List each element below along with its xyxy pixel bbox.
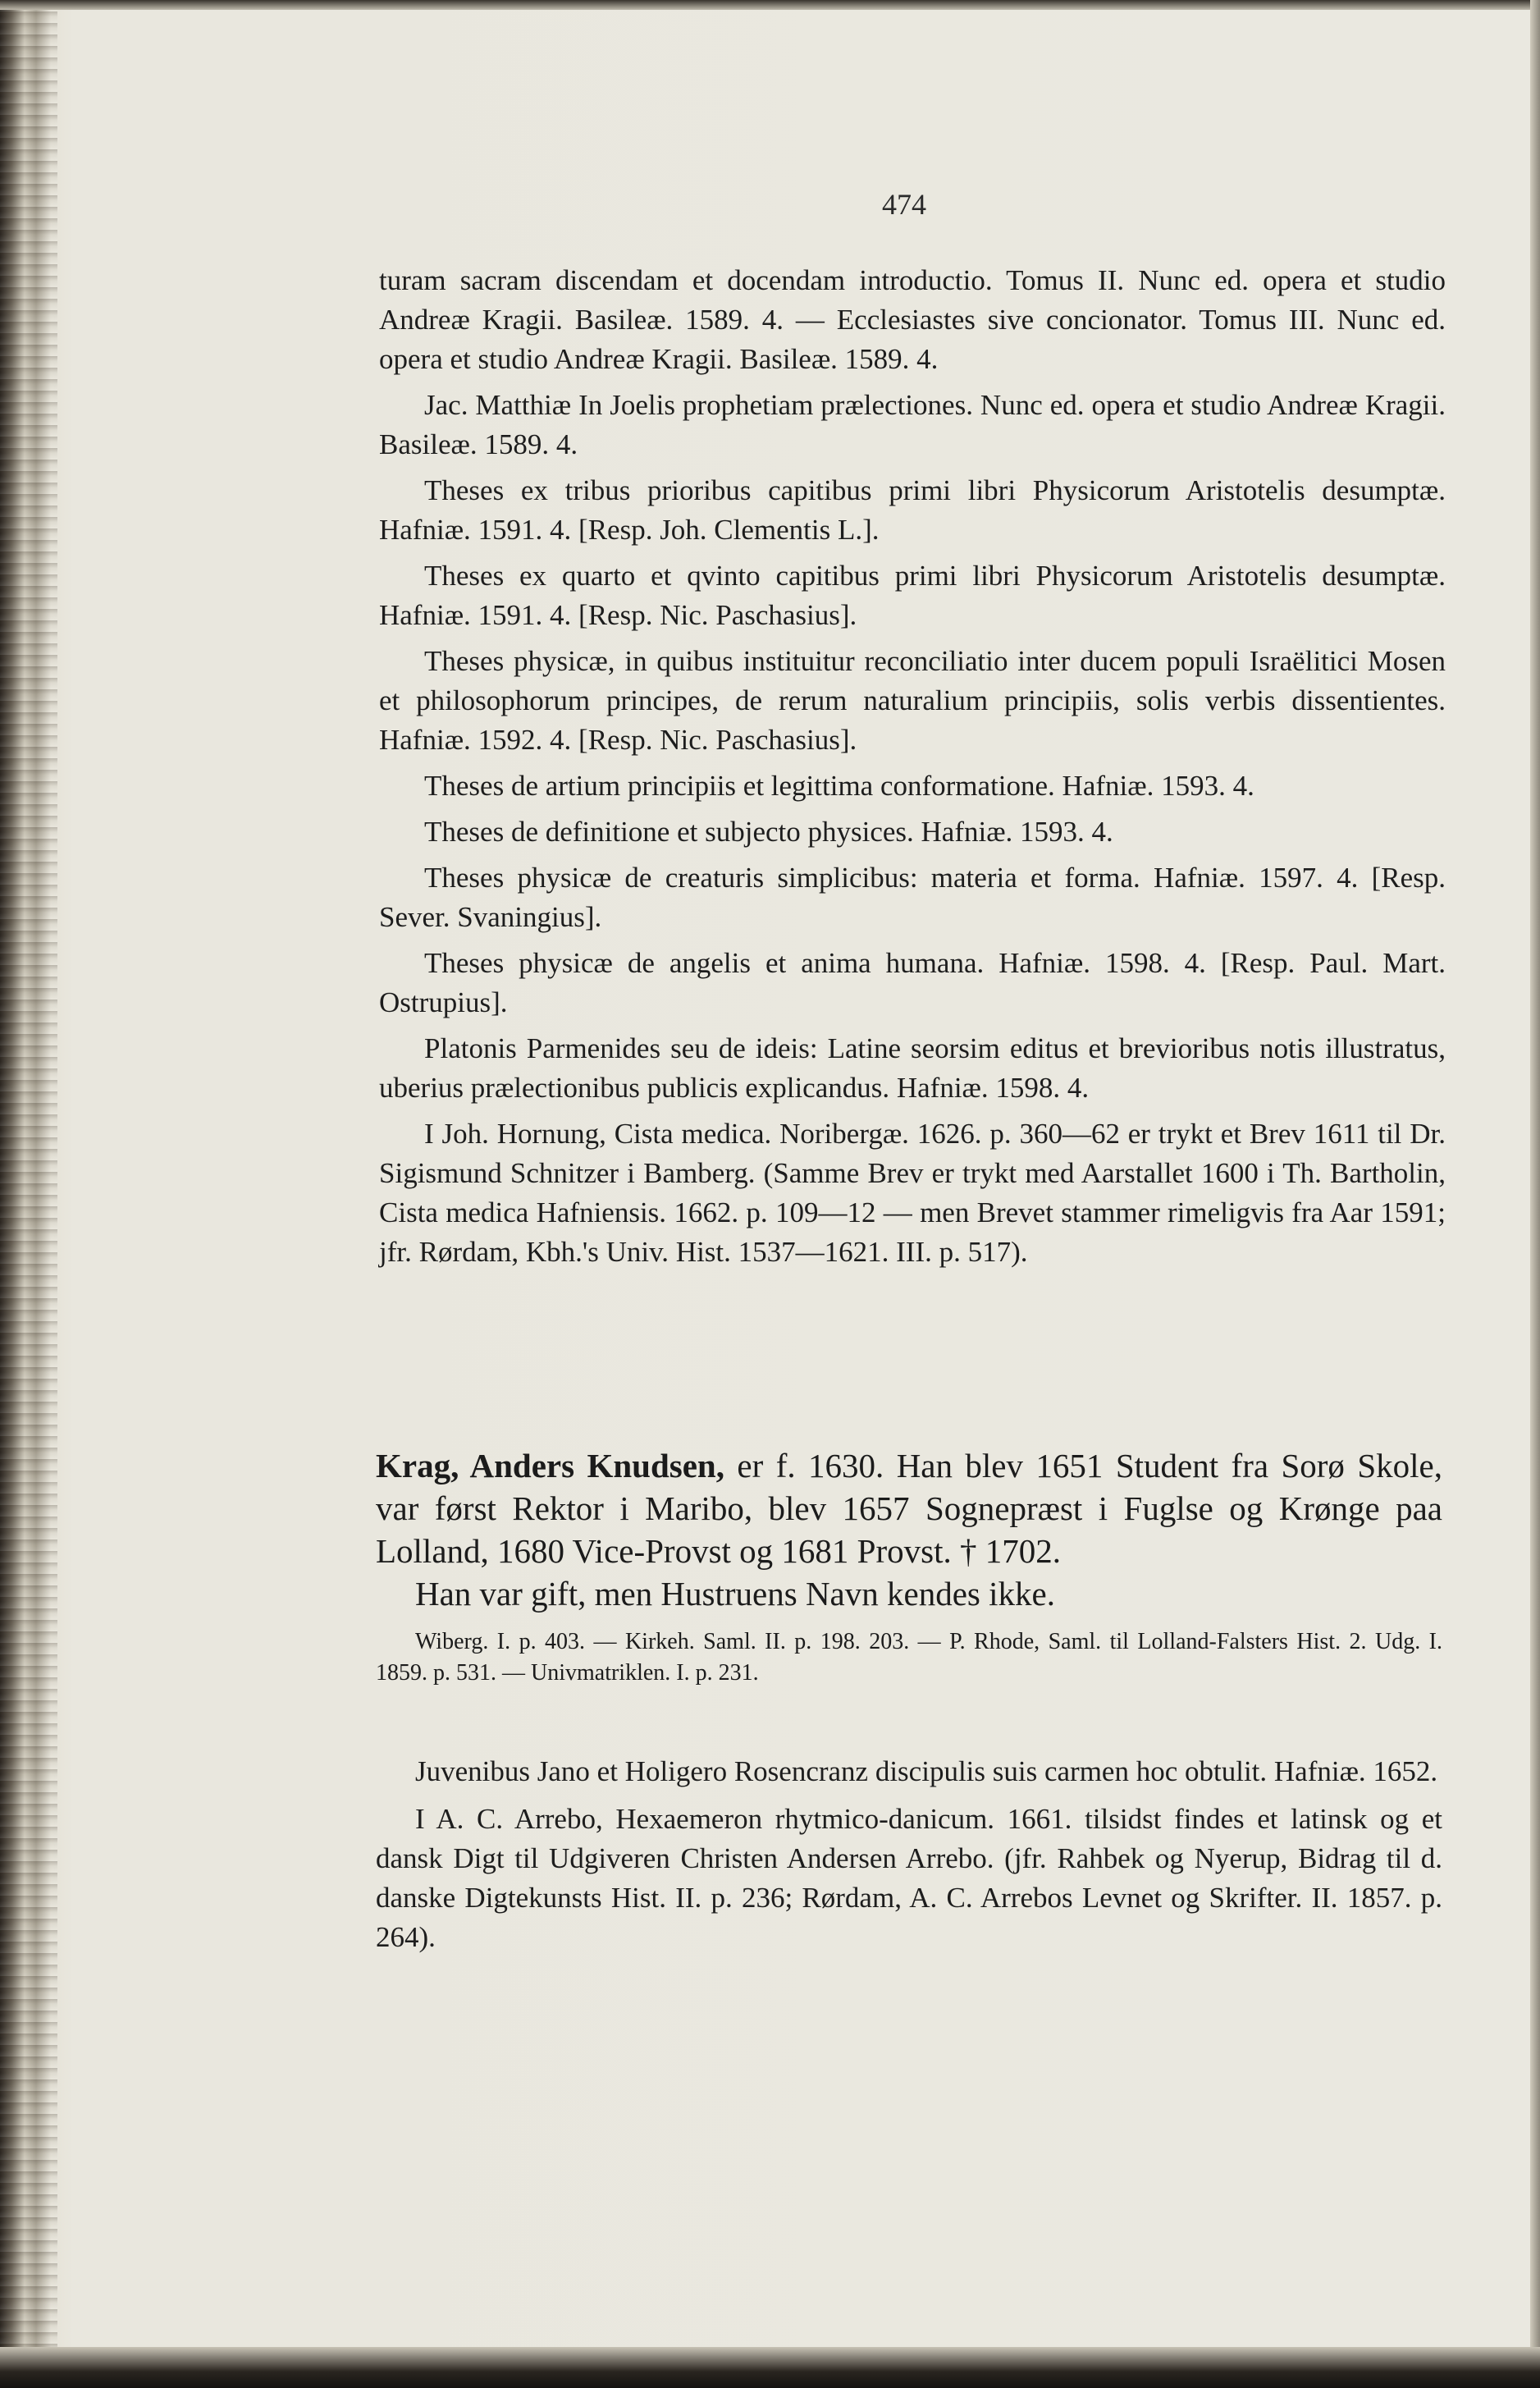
work-entry: Juvenibus Jano et Holigero Rosencranz discipulis suis carmen hoc obtulit. Hafniæ. 1652. (415, 1755, 1438, 1787)
work-entry: Theses de definitione et subjecto physices. Hafniæ. 1593. 4. (424, 816, 1113, 848)
biography-text (376, 1444, 1442, 1572)
work-entry: Theses physicæ de angelis et anima humana. Hafniæ. 1598. 4. [Resp. Paul. Mart. Ostrupius]. (379, 947, 1446, 1018)
biography-sources: Wiberg. I. p. 403. — Kirkeh. Saml. II. p. 198. 203. — P. Rhode, Saml. til Lolland-Falsters Hist. 2. Udg. I. 1859. p. 531. — Univmatriklen. I. p. 231. (376, 1629, 1442, 1686)
biography-name: Krag, Anders Knudsen, (376, 1447, 724, 1484)
work-entry: Theses physicæ, in quibus instituitur reconciliatio inter ducem populi Israëlitici Mosen et philosophorum principes, de rerum naturalium principiis, solis verbis dissentientes. Hafniæ. 1592. 4. [Resp. Nic. Paschasius]. (379, 645, 1446, 756)
work-entry: Theses de artium principiis et legittima conformatione. Hafniæ. 1593. 4. (424, 770, 1254, 802)
work-entry: I A. C. Arrebo, Hexaemeron rhytmico-danicum. 1661. tilsidst findes et latinsk og et dansk Digt til Udgiveren Christen Andersen Arrebo. (jfr. Rahbek og Nyerup, Bidrag til d. danske Digtekunsts Hist. II. p. 236; Rørdam, A. C. Arrebos Levnet og Skrifter. II. 1857. p. 264). (376, 1803, 1442, 1953)
right-edge (1530, 0, 1540, 2388)
biography-entry (376, 1444, 1442, 1704)
works-list-2 (376, 1752, 1442, 1965)
biography-body: er f. 1630. Han blev 1651 Student fra Sorø Skole, var først Rektor i Maribo, blev 1657 Sognepræst i Fuglse og Krønge paa Lolland, 1680 Vice-Provst og 1681 Provst. † 1702. (376, 1447, 1442, 1570)
work-entry: Jac. Matthiæ In Joelis prophetiam prælectiones. Nunc ed. opera et studio Andreæ Kragii. Basileæ. 1589. 4. (379, 389, 1446, 460)
works-list (379, 261, 1446, 1279)
work-entry: Theses physicæ de creaturis simplicibus: materia et forma. Hafniæ. 1597. 4. [Resp. Sever. Svaningius]. (379, 862, 1446, 933)
top-edge (0, 0, 1540, 10)
work-entry: Platonis Parmenides seu de ideis: Latine seorsim editus et brevioribus notis illustratus, uberius prælectionibus publicis explicandus. Hafniæ. 1598. 4. (379, 1032, 1446, 1104)
work-entry: Theses ex quarto et qvinto capitibus primi libri Physicorum Aristotelis desumptæ. Hafniæ. 1591. 4. [Resp. Nic. Paschasius]. (379, 560, 1446, 631)
work-entry: turam sacram discendam et docendam introductio. Tomus II. Nunc ed. opera et studio Andreæ Kragii. Basileæ. 1589. 4. — Ecclesiastes sive concionator. Tomus III. Nunc ed. opera et studio Andreæ Kragii. Basileæ. 1589. 4. (379, 264, 1446, 375)
binding-edge (0, 0, 57, 2388)
bottom-edge (0, 2347, 1540, 2388)
biography-married: Han var gift, men Hustruens Navn kendes ikke. (415, 1575, 1055, 1613)
work-entry: Theses ex tribus prioribus capitibus primi libri Physicorum Aristotelis desumptæ. Hafniæ. 1591. 4. [Resp. Joh. Clementis L.]. (379, 474, 1446, 546)
work-entry: I Joh. Hornung, Cista medica. Noribergæ. 1626. p. 360—62 er trykt et Brev 1611 til Dr. Sigismund Schnitzer i Bamberg. (Samme Brev er trykt med Aarstallet 1600 i Th. Bartholin, Cista medica Hafniensis. 1662. p. 109—12 — men Brevet stammer rimeligvis fra Aar 1591; jfr. Rørdam, Kbh.'s Univ. Hist. 1537—1621. III. p. 517). (379, 1118, 1446, 1268)
page-number: 474 (882, 188, 926, 221)
